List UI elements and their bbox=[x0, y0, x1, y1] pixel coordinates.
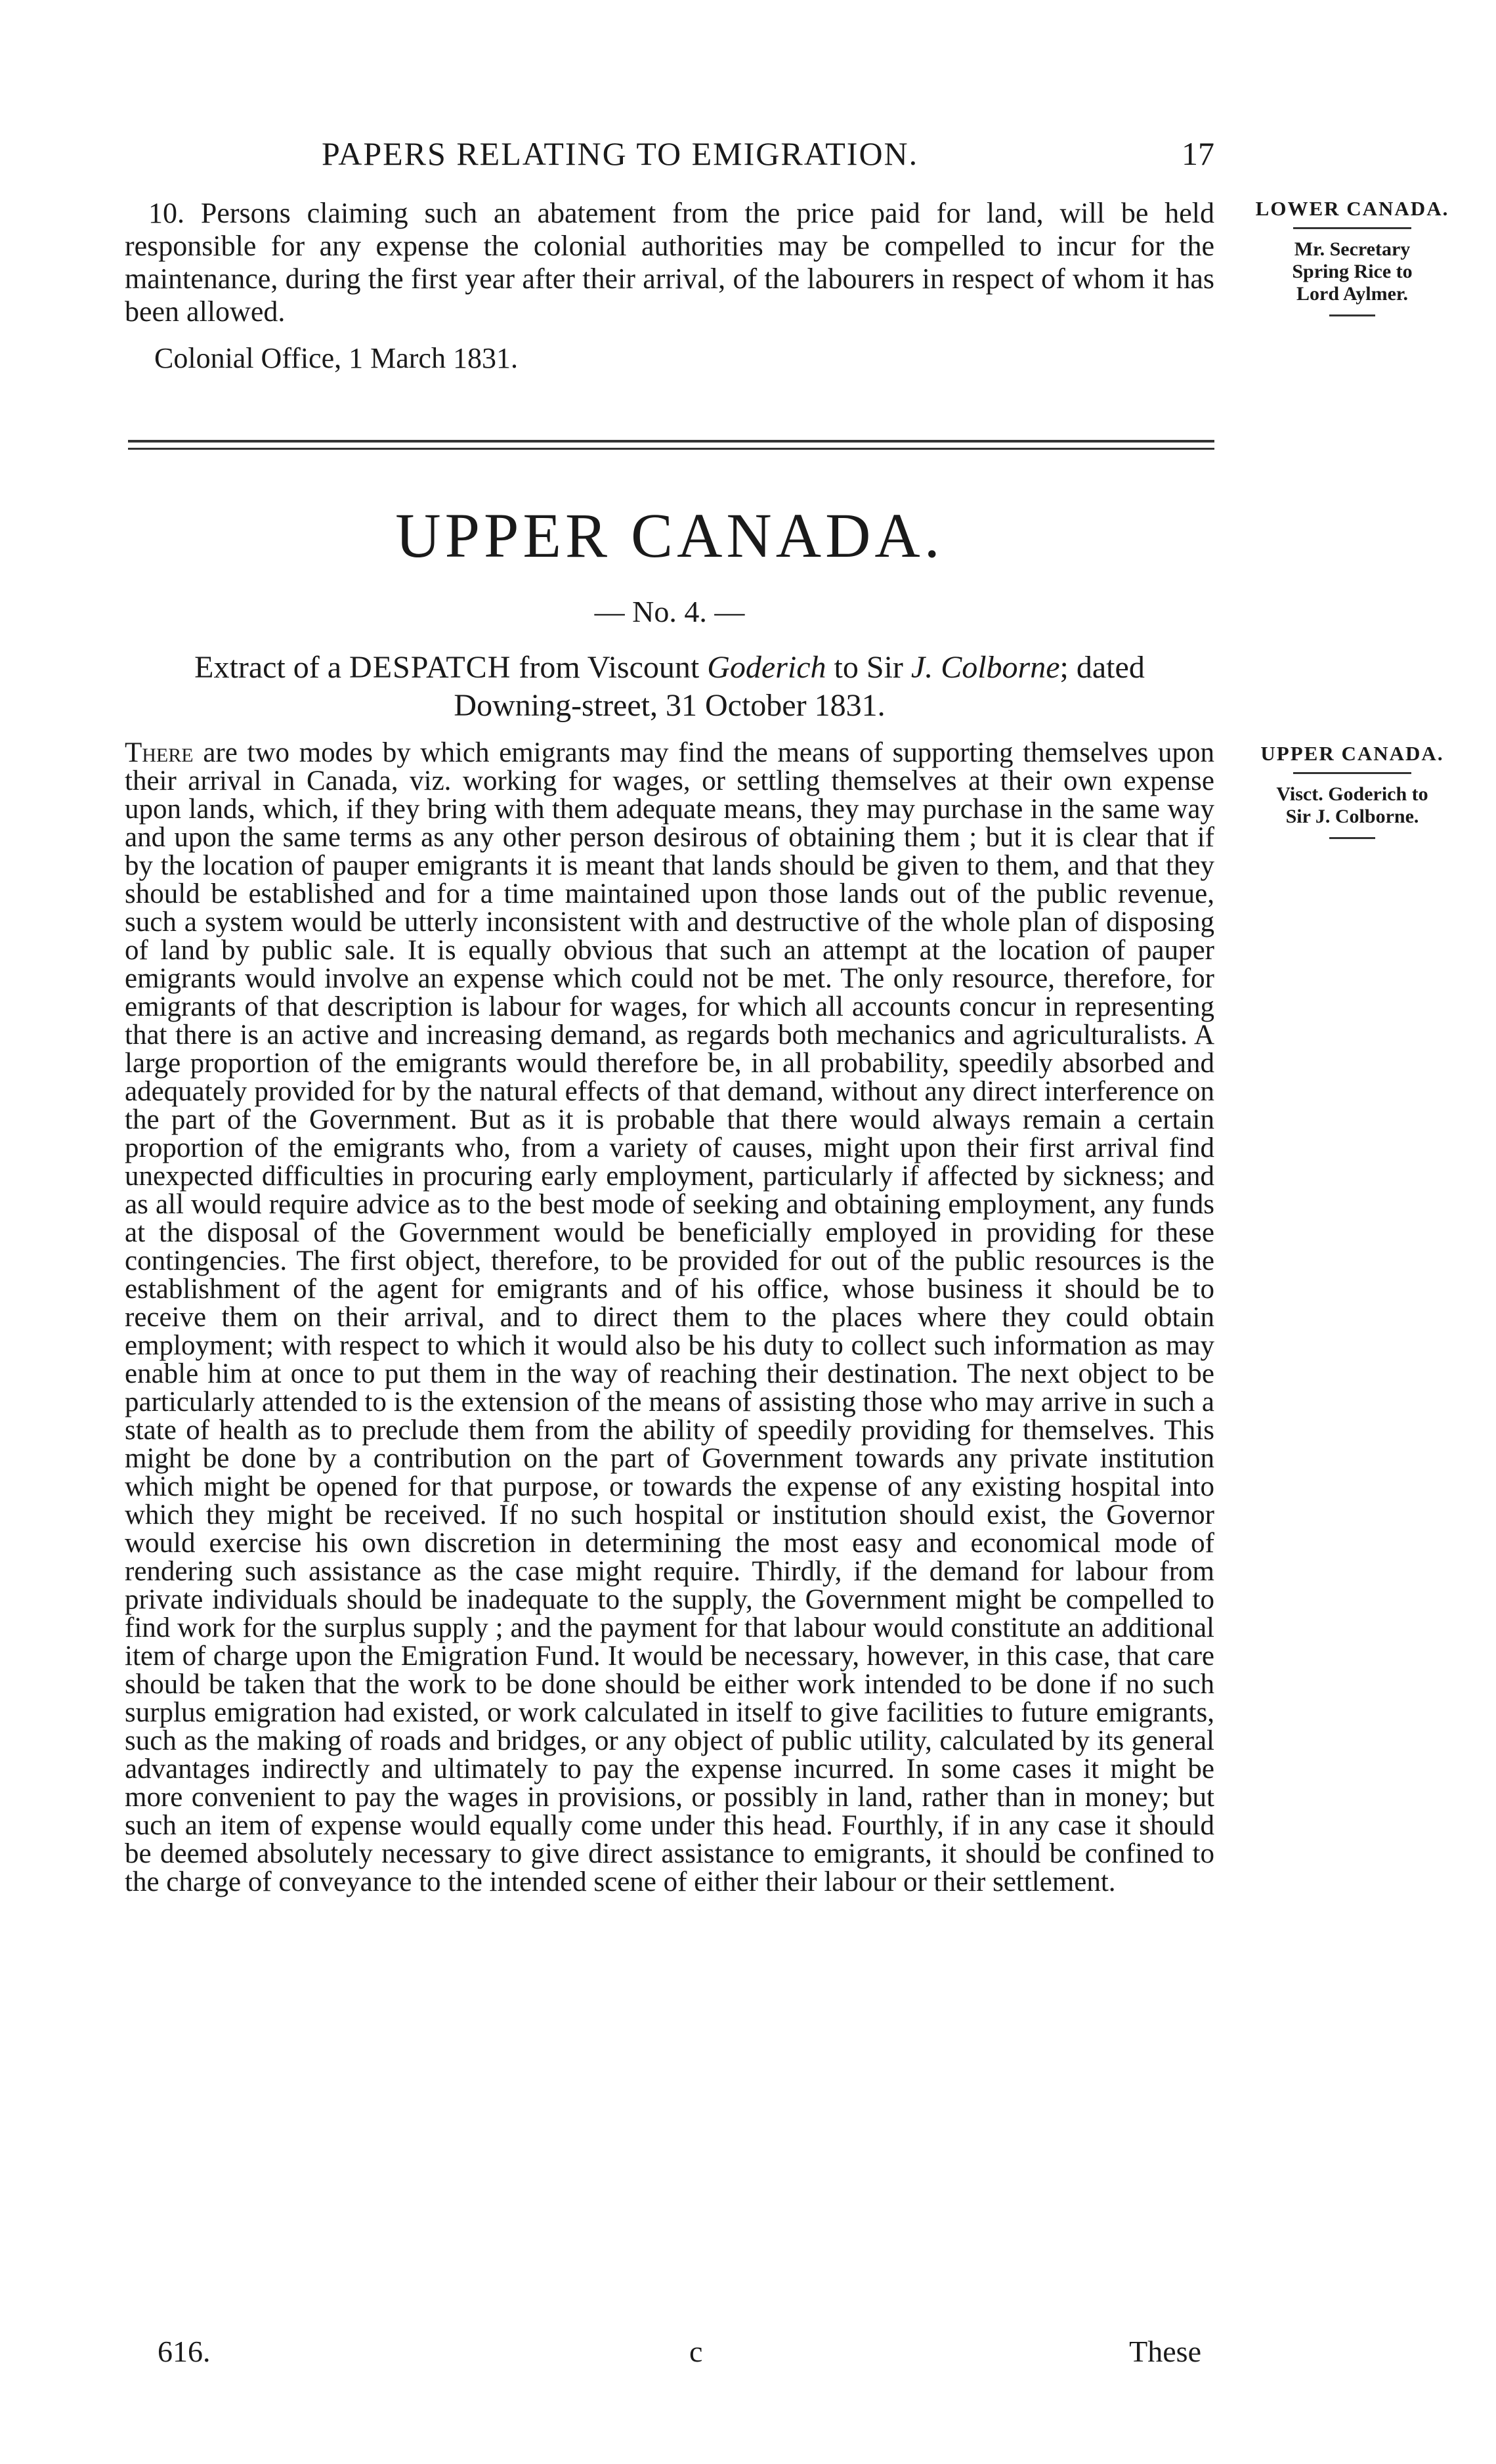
extract-date-line: Downing-street, 31 October 1831. bbox=[454, 688, 886, 723]
document-id: 616. bbox=[158, 2335, 211, 2368]
extract-heading-line-1: Extract of a DESPATCH from Viscount Goderich to Sir J. Colborne; dated bbox=[194, 650, 1145, 685]
despatch-body-text: are two modes by which emigrants may find the means of supporting themselves upon their arrival in Canada, viz. working for wages, or settling themselves at their own expense upon lands, which, if they bring with them adequate means, they may purchase in the same way and upon the same terms as any other person desirous of obtaining them ; but it is clear that if by the location of pauper emigrants it is meant that lands should be given to them, and that they should be established and for a time maintained upon those lands out of the public revenue, such a system would be utterly inconsistent with and destructive of the whole plan of disposing of land by public sale. It is equally obvious that such an attempt at the location of pauper emigrants would involve an expense which could not be met. The only resource, therefore, for emigrants of that description is labour for wages, for which all accounts concur in representing that there is an active and increasing demand, as regards both mechanics and agriculturalists. A large proportion of the emigrants would therefore be, in all probability, speedily absorbed and adequately provided for by the natural effects of that demand, without any direct interference on the part of the Government. But as it is probable that there would always remain a certain proportion of the emigrants who, from a variety of causes, might upon their first arrival find unexpected difficulties in procuring early employment, particularly if affected by sickness; and as all would require advice as to the best mode of seeking and obtaining employment, any funds at the disposal of the Government would be beneficially employed in providing for these contingencies. The first object, therefore, to be provided for out of the public resources is the establishment of the agent for emigrants and of his office, whose business it should be to receive them on their arrival, and to direct them to the places where they could obtain employment; with respect to which it would also be his duty to collect such information as may enable him at once to put them in the way of reaching their destination. The next object to be particularly attended to is the extension of the means of assisting those who may arrive in such a state of health as to preclude them from the ability of speedily providing for themselves. This might be done by a contribution on the part of Government towards any private institution which might be opened for that purpose, or towards the expense of any existing hospital into which they might be received. If no such hospital or institution should exist, the Governor would exercise his own discretion in determining the most easy and economical mode of rendering such assistance as the case might require. Thirdly, if the demand for labour from private individuals should be inadequate to the supply, the Government might be compelled to find work for the surplus supply ; and the payment for that labour would constitute an additional item of charge upon the Emigration Fund. It would be necessary, however, in this case, that care should be taken that the work to be done should be either work intended to be done if no such surplus emigration had existed, or work calculated in itself to give facilities to future emigrants, such as the making of roads and bridges, or any object of public utility, calculated by its general advantages indirectly and ultimately to pay the expense incurred. In some cases it might be more convenient to pay the wages in provisions, or possibly in land, rather than in money; but such an item of expense would equally come under this head. Fourthly, if in any case it should be deemed absolutely necessary to give direct assistance to emigrants, it should be confined to the charge of conveyance to the intended scene of either their labour or their settlement. bbox=[125, 737, 1215, 1897]
colonial-office-signature: Colonial Office, 1 March 1831. bbox=[154, 342, 518, 374]
margin-correspondence-ref-line: Sir J. Colborne. bbox=[1285, 806, 1419, 827]
despatch-body bbox=[125, 739, 1214, 1896]
catchword: These bbox=[1129, 2335, 1201, 2368]
margin-region-label: LOWER CANADA. bbox=[1255, 197, 1449, 220]
despatch-opening-word: There bbox=[125, 737, 194, 768]
margin-note-upper-canada bbox=[1218, 742, 1487, 848]
margin-correspondence-ref-line: Mr. Secretary bbox=[1294, 238, 1411, 260]
margin-divider bbox=[1293, 227, 1411, 229]
margin-divider bbox=[1293, 772, 1411, 774]
lower-canada-paragraph-10: 10. Persons claiming such an abatement from the price paid for land, will be held responsible for any expense the colonial authorities may be compelled to incur for the maintenance, during the first year after their arrival, of the labourers in respect of whom it has been allowed. bbox=[125, 197, 1214, 328]
margin-correspondence-ref-line: Visct. Goderich to bbox=[1276, 783, 1428, 805]
extract-heading bbox=[125, 649, 1214, 725]
margin-region-label: UPPER CANADA. bbox=[1260, 742, 1444, 765]
margin-divider bbox=[1329, 314, 1375, 316]
margin-correspondence-ref-line: Lord Aylmer. bbox=[1296, 283, 1408, 305]
margin-divider bbox=[1329, 837, 1375, 839]
running-head bbox=[125, 135, 1214, 187]
document-number: — No. 4. — bbox=[594, 595, 745, 628]
running-title: PAPERS RELATING TO EMIGRATION. bbox=[322, 135, 919, 172]
section-double-rule bbox=[128, 440, 1214, 450]
sheet-signature-mark: c bbox=[689, 2335, 703, 2368]
margin-note-lower-canada bbox=[1218, 197, 1487, 326]
section-title: UPPER CANADA. bbox=[395, 500, 944, 571]
page-number: 17 bbox=[1182, 135, 1214, 172]
page-footer bbox=[125, 2334, 1214, 2373]
margin-correspondence-ref-line: Spring Rice to bbox=[1292, 261, 1413, 282]
